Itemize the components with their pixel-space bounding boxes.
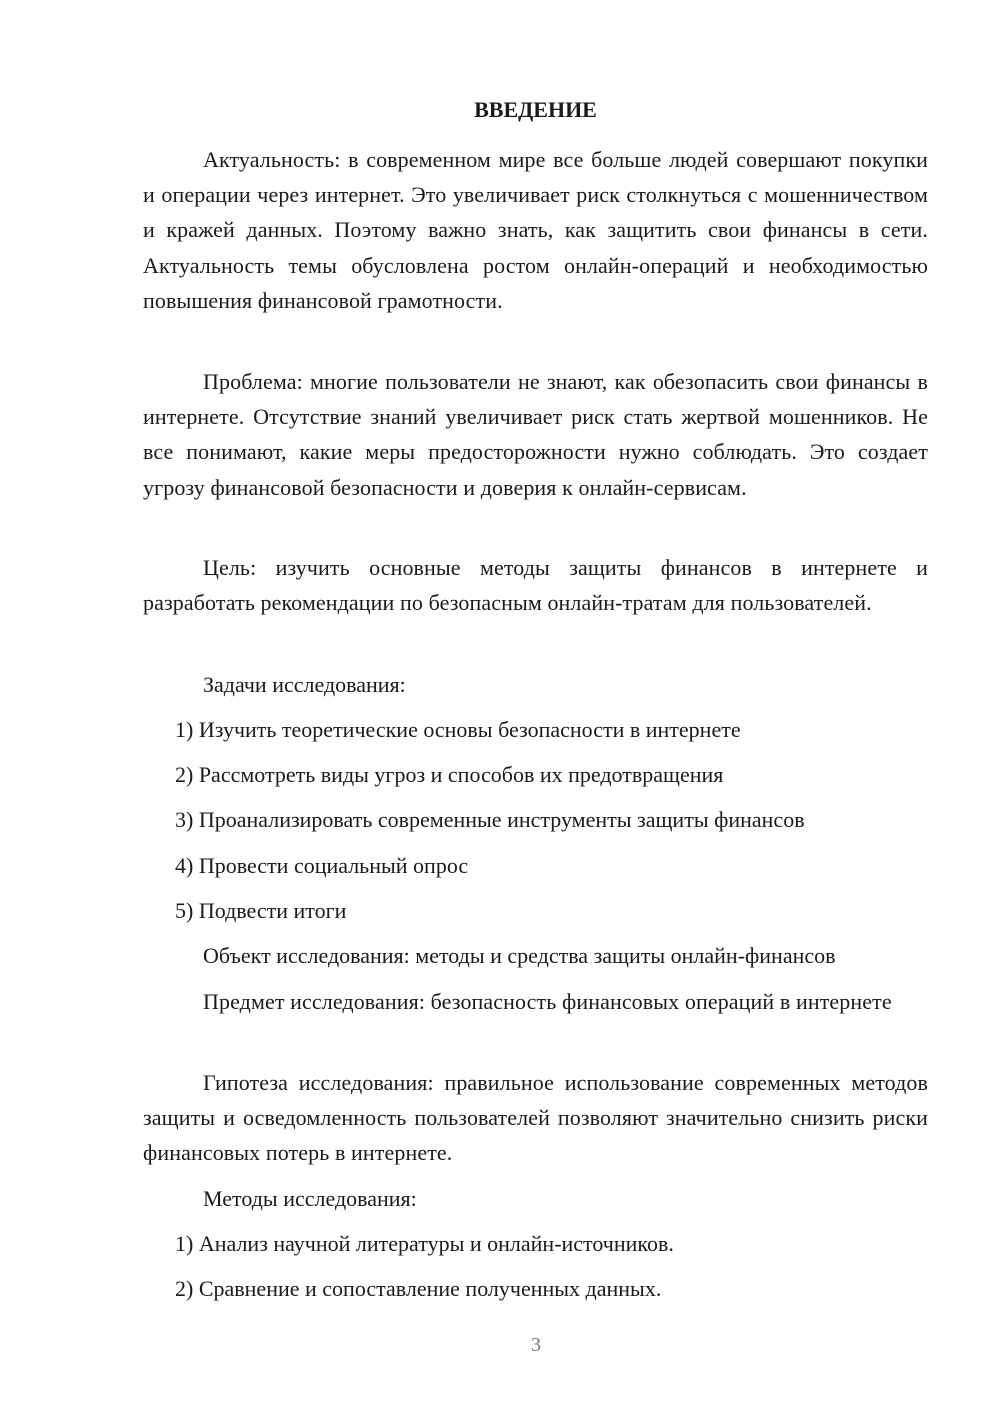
goal-paragraph: Цель: изучить основные методы защиты финансов в интернете и разработать рекомендации по безопасным онлайн-тратам для пользователей. bbox=[143, 555, 928, 616]
object-paragraph: Объект исследования: методы и средства защиты онлайн-финансов bbox=[203, 943, 836, 968]
relevance-paragraph: Актуальность: в современном мире все больше людей совершают покупки и операции через интернет. Это увеличивает риск столкнуться с мошенничеством и кражей данных. Поэтому важно знать, как защитить свои финансы в сети. Актуальность темы обусловлена ростом онлайн-операций и необходимостью повышения финансовой грамотности. bbox=[143, 147, 928, 313]
list-item: 4) Провести социальный опрос bbox=[175, 853, 469, 878]
list-item: 1) Изучить теоретические основы безопасности в интернете bbox=[175, 717, 741, 742]
list-item: 1) Анализ научной литературы и онлайн-источников. bbox=[175, 1231, 674, 1256]
subject-paragraph: Предмет исследования: безопасность финансовых операций в интернете bbox=[203, 989, 892, 1014]
list-item: 2) Рассмотреть виды угроз и способов их предотвращения bbox=[175, 762, 724, 787]
list-item: 2) Сравнение и сопоставление полученных данных. bbox=[175, 1276, 662, 1301]
page-title: ВВЕДЕНИЕ bbox=[474, 97, 597, 122]
tasks-heading: Задачи исследования: bbox=[203, 672, 406, 697]
methods-heading: Методы исследования: bbox=[203, 1186, 417, 1211]
list-item: 5) Подвести итоги bbox=[175, 898, 347, 923]
list-item: 3) Проанализировать современные инструменты защиты финансов bbox=[175, 807, 805, 832]
hypothesis-paragraph: Гипотеза исследования: правильное использование современных методов защиты и осведомленность пользователей позволяют значительно снизить риски финансовых потерь в интернете. bbox=[143, 1070, 928, 1166]
problem-paragraph: Проблема: многие пользователи не знают, как обезопасить свои финансы в интернете. Отсутствие знаний увеличивает риск стать жертвой мошенников. Не все понимают, какие меры предосторожности нужно соблюдать. Это создает угрозу финансовой безопасности и доверия к онлайн-сервисам. bbox=[143, 369, 928, 500]
page-number: 3 bbox=[531, 1334, 541, 1356]
